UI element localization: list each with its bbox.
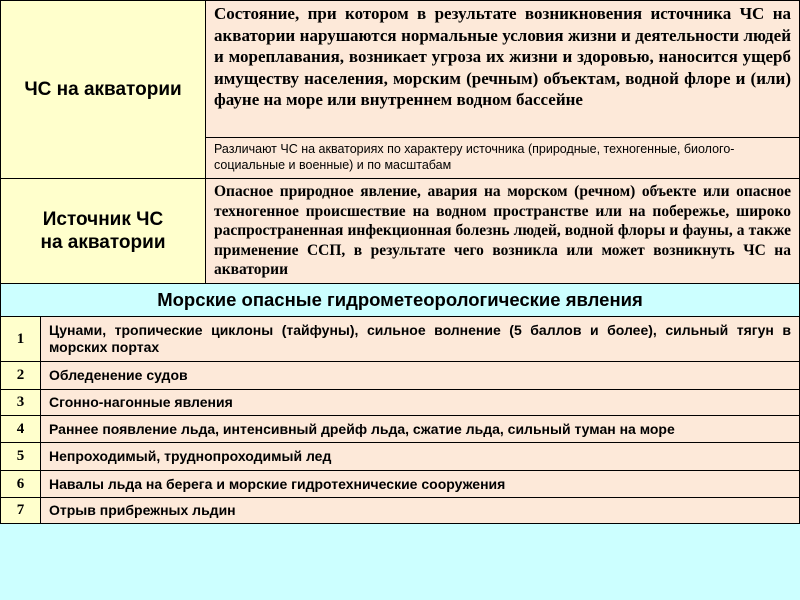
term-source-cell bbox=[0, 178, 206, 284]
definition-emergency: Состояние, при котором в результате возникновения источника ЧС на акватории нарушаются нормальные условия жизни и деятельности людей и мореплавания, возникает угроза их жизни и здоровью, наносится ущерб имуществу населения, морским (речным) объектам, водной флоре и (или) фауне на море или внутреннем водном бассейне bbox=[205, 0, 800, 138]
term-emergency: ЧС на акватории bbox=[24, 79, 182, 100]
term-emergency-cell bbox=[0, 0, 206, 179]
definition-source: Опасное природное явление, авария на морском (речном) объекте или опасное техногенное происшествие на водном пространстве или на побережье, широко распространенная инфекционная болезнь людей, водной флоры и фауны, а также применение ССП, в результате чего возникла или может возникнуть ЧС на акватории bbox=[205, 178, 800, 284]
item-number: 7 bbox=[0, 497, 41, 524]
item-text: Раннее появление льда, интенсивный дрейф льда, сжатие льда, сильный туман на море bbox=[40, 415, 800, 443]
item-number: 4 bbox=[0, 415, 41, 443]
section-title: Морские опасные гидрометеорологические явления bbox=[0, 283, 800, 317]
item-text: Отрыв прибрежных льдин bbox=[40, 497, 800, 524]
term-source-line1: Источник ЧС bbox=[42, 209, 164, 230]
item-text: Сгонно-нагонные явления bbox=[40, 389, 800, 416]
item-number: 1 bbox=[0, 316, 41, 362]
item-text: Цунами, тропические циклоны (тайфуны), сильное волнение (5 баллов и более), сильный тягун в морских портах bbox=[40, 316, 800, 362]
item-text: Обледенение судов bbox=[40, 361, 800, 390]
item-number: 3 bbox=[0, 389, 41, 416]
item-number: 2 bbox=[0, 361, 41, 390]
item-number: 5 bbox=[0, 442, 41, 471]
item-text: Навалы льда на берега и морские гидротехнические сооружения bbox=[40, 470, 800, 498]
item-text: Непроходимый, труднопроходимый лед bbox=[40, 442, 800, 471]
item-number: 6 bbox=[0, 470, 41, 498]
term-source-line2: на акватории bbox=[40, 232, 166, 253]
classification-note: Различают ЧС на акваториях по характеру источника (природные, техногенные, биолого-социальные и военные) и по масштабам bbox=[205, 137, 800, 179]
